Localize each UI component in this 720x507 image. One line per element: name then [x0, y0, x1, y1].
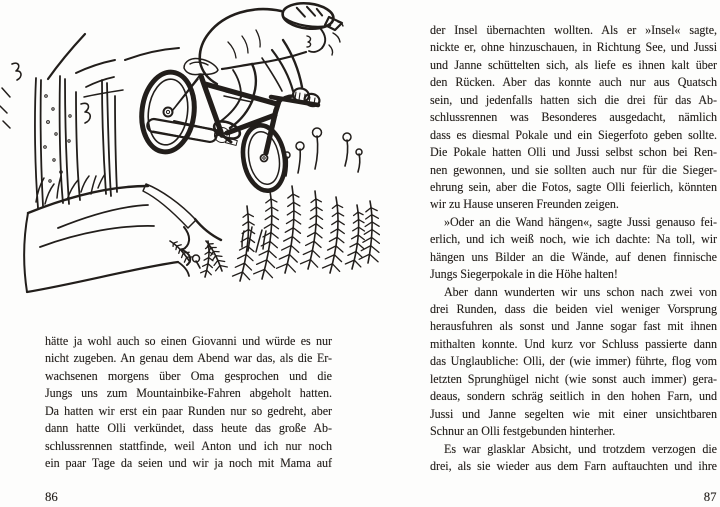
text-line: dann hatte Olli verkündet, dass heute das große Ab- — [45, 421, 332, 436]
text-line: herausfuhren als sonst und Janne sogar fast mit ihnen — [430, 319, 717, 334]
hill-and-jump-ramp — [24, 184, 221, 292]
ferns — [170, 128, 379, 281]
text-line: deaus, sondern schräg seitlich in den hohen Farn, und — [430, 389, 717, 404]
text-line: hängen uns Bilder an die Wände, auf denen finnische — [430, 249, 717, 264]
text-line: Da hatten wir erst ein paar Runden nur so gedreht, aber — [45, 403, 332, 418]
text-line: nicht zugeben. An genau dem Abend war das, als die Er- — [45, 351, 332, 366]
chain-line — [153, 131, 206, 141]
text-line: das Unglaubliche: Olli, der (wie immer) führte, flog vom — [430, 354, 717, 369]
text-line: wir zu Hause unseren Freunden zeigen. — [430, 197, 619, 212]
right-text-column — [430, 22, 717, 475]
text-line: Aber dann wunderten wir uns schon nach zwei von — [444, 284, 717, 299]
text-line: schlussrennen was Besonderes ausgedacht, nämlich — [430, 110, 717, 125]
text-line: wachsenen morgens über Oma gesprochen und die — [45, 368, 332, 383]
text-line: ehrung sein, aber die Fotos, sagte Olli feierlich, könnten — [430, 179, 717, 194]
text-line: Jungs Siegerpokale in die Höhe halten! — [430, 267, 618, 282]
left-text-column — [45, 333, 332, 473]
text-line: sein, und jedenfalls hatten sich die drei für das Ab- — [430, 92, 717, 107]
text-line: drei Runden, dass die beiden viel weniger Vorsprung — [430, 302, 717, 316]
arm — [283, 40, 302, 87]
text-line: Die Pokale hatten Olli und Jussi selbst schon bei Ren- — [430, 145, 717, 160]
text-line: Schnur an Olli festgebunden hinterher. — [430, 424, 616, 439]
text-line: der Insel übernachten wollten. Als er »Insel« sagte, — [430, 23, 717, 37]
text-line: mithalten konnte. Und kurz vor Schluss passierte dann — [430, 336, 717, 351]
tree-trunks — [0, 34, 123, 208]
front-wheel — [238, 122, 290, 194]
back-outline — [200, 9, 281, 62]
text-line: drei, als sie wieder aus dem Farn auftauchten und ihre — [430, 458, 717, 473]
thigh — [252, 64, 256, 97]
text-line: dass es diesmal Pokale und ein Siegerfoto geben sollte. — [430, 127, 717, 142]
text-line: Jussi und Janne segelten wie mit einer unsichtbaren — [430, 406, 717, 421]
page-number-right: 87 — [703, 490, 717, 504]
rear-wheel — [137, 69, 198, 155]
mountainbike-jump-illustration — [0, 0, 380, 315]
far-arm — [262, 58, 282, 91]
text-line: nickte er, ohne hinzuschauen, in Richtung See, und Jussi — [430, 40, 717, 55]
ear — [307, 36, 311, 47]
helmet-visor — [325, 17, 342, 30]
helmet-vents — [296, 6, 323, 19]
text-line: nen gewonnen, und sie sollten auch nur für die Sieger- — [430, 162, 717, 177]
text-line: schlussrennen stattfinde, weil Anton und ich nur noch — [45, 438, 332, 453]
text-line: erlich, und ich weiß noch, wie ich dachte: Na toll, wir — [430, 232, 717, 247]
text-line: hätte ja wohl auch so einen Giovanni und würde es nur — [45, 334, 332, 348]
ramp-lip — [143, 184, 196, 228]
page-number-left: 86 — [45, 490, 58, 504]
text-line: und Janne schüttelten sich, als liefe es ihnen kalt über — [430, 57, 717, 72]
text-line: Es war glasklar Absicht, und trotzdem verzogen die — [444, 441, 717, 456]
bicycle — [137, 58, 318, 194]
text-line: letzten Sprunghügel nicht (wie sonst auch immer) gera- — [430, 371, 717, 386]
text-line: Jungs uns zum Mountainbike-Fahren abgeholt hatten. — [45, 386, 332, 401]
rear-hub — [164, 108, 173, 117]
jersey-folds — [228, 30, 260, 58]
text-line: ein paar Tage da seien und wir ja noch mit Mama auf — [45, 456, 332, 471]
face-profile — [320, 28, 325, 48]
text-line: den Rücken. Aber das konnte auch nur aus Quatsch — [430, 75, 717, 90]
text-line: »Oder an die Wand hängen«, sagte Jussi genauso fei- — [444, 214, 717, 229]
